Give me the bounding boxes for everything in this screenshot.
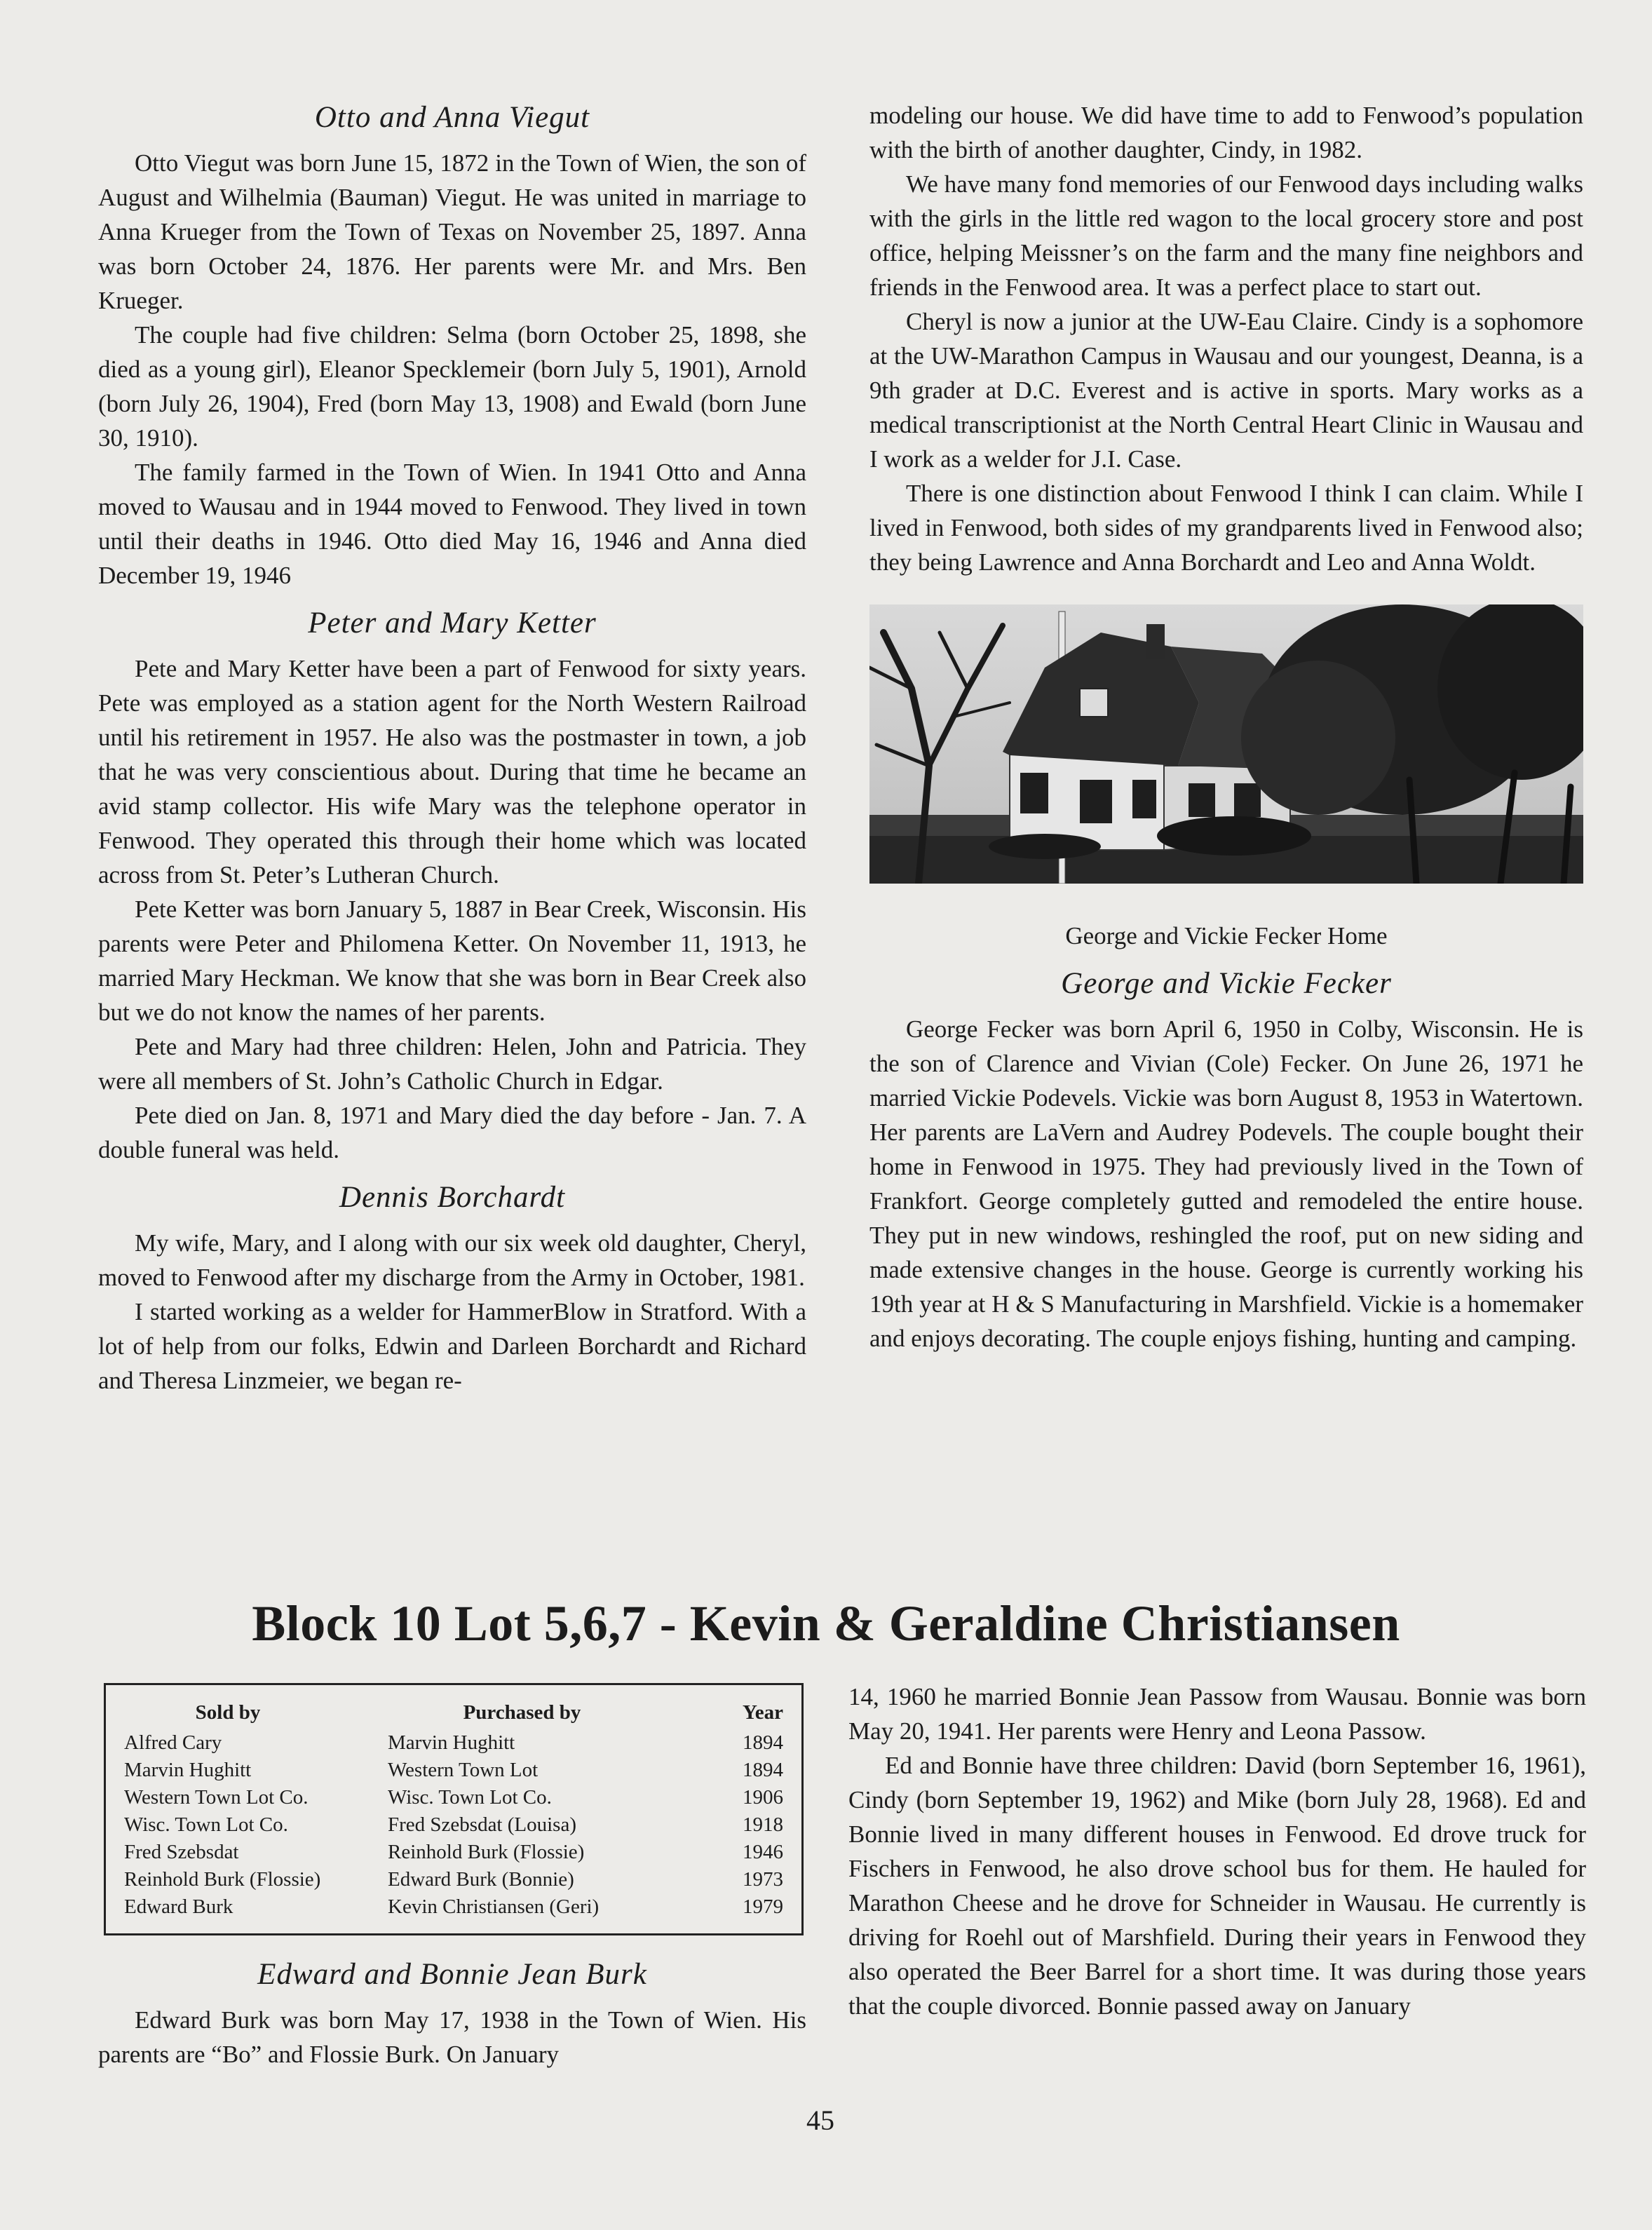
- paragraph: Otto Viegut was born June 15, 1872 in the Town of Wien, the son of August and Wilhelmia (Bauman) Viegut. He was united in marriage to Anna Krueger from the Town of Texas on November 25, 1897. Anna was born October 24, 1876. Her parents were Mr. and Mrs. Ben Krueger.: [98, 149, 806, 314]
- year-cell: 1906: [743, 1786, 783, 1809]
- block-heading: Block 10 Lot 5,6,7 - Kevin & Geraldine Christiansen: [252, 1595, 1400, 1651]
- purchased-by-cell: Reinhold Burk (Flossie): [388, 1841, 585, 1863]
- paragraph: Cheryl is now a junior at the UW-Eau Claire. Cindy is a sophomore at the UW-Marathon Campus in Wausau and our youngest, Deanna, is a 9th grader at D.C. Everest and is active in sports. Mary works as a medical transcriptionist at the North Central Heart Clinic in Wausau and I work as a welder for J.I. Case.: [869, 308, 1583, 473]
- table-row: [124, 1839, 783, 1866]
- table-row: [124, 1784, 783, 1811]
- section-title-george-vickie-fecker: George and Vickie Fecker: [1061, 967, 1392, 1000]
- paragraph: Edward Burk was born May 17, 1938 in the Town of Wien. His parents are “Bo” and Flossie Burk. On January: [98, 2006, 806, 2068]
- table-row: [124, 1757, 783, 1784]
- year-cell: 1918: [743, 1813, 783, 1836]
- table-row: [124, 1893, 783, 1921]
- ownership-table: [104, 1683, 804, 1935]
- paragraph: Ed and Bonnie have three children: David (born September 16, 1961), Cindy (born September 19, 1962) and Mike (born July 28, 1968). Ed and Bonnie lived in many different houses in Fenwood. Ed drove truck for Fischers in Fenwood, he also drove school bus for them. He hauled for Marathon Cheese and he drove for Schneider in Wausau. He currently is driving for Roehl out of Marshfield. During their years in Fenwood they also operated the Beer Barrel for a short time. It was during those years that the couple divorced. Bonnie passed away on January: [848, 1752, 1586, 2020]
- year-cell: 1946: [743, 1841, 783, 1863]
- paragraph: There is one distinction about Fenwood I think I can claim. While I lived in Fenwood, both sides of my grandparents lived in Fenwood also; they being Lawrence and Anna Borchardt and Leo and Anna Woldt.: [869, 480, 1583, 576]
- purchased-by-cell: Edward Burk (Bonnie): [388, 1868, 574, 1891]
- section-title-otto-anna-viegut: Otto and Anna Viegut: [314, 101, 590, 134]
- paragraph: Pete died on Jan. 8, 1971 and Mary died the day before - Jan. 7. A double funeral was held.: [98, 1102, 806, 1163]
- purchased-by-cell: Wisc. Town Lot Co.: [388, 1786, 552, 1809]
- paragraph: My wife, Mary, and I along with our six week old daughter, Cheryl, moved to Fenwood after my discharge from the Army in October, 1981.: [98, 1229, 806, 1291]
- table-row: [124, 1729, 783, 1757]
- bottom-right-column: [848, 1680, 1586, 2023]
- page-number: 45: [806, 2104, 834, 2136]
- paragraph: I started working as a welder for HammerBlow in Stratford. With a lot of help from our folks, Edwin and Darleen Borchardt and Richard and Theresa Linzmeier, we began re-: [98, 1298, 806, 1394]
- section-title-edward-bonnie-burk: Edward and Bonnie Jean Burk: [257, 1958, 647, 1991]
- year-cell: 1979: [743, 1895, 783, 1918]
- paragraph: 14, 1960 he married Bonnie Jean Passow from Wausau. Bonnie was born May 20, 1941. Her parents were Henry and Leona Passow.: [848, 1683, 1586, 1745]
- photo-caption: George and Vickie Fecker Home: [1065, 922, 1388, 950]
- paragraph: We have many fond memories of our Fenwood days including walks with the girls in the little red wagon to the local grocery store and post office, helping Meissner’s on the farm and the many fine neighbors and friends in the Fenwood area. It was a perfect place to start out.: [869, 170, 1583, 301]
- sold-by-cell: Reinhold Burk (Flossie): [124, 1868, 321, 1891]
- section-title-dennis-borchardt: Dennis Borchardt: [339, 1181, 566, 1214]
- bottom-left-column: [98, 1683, 806, 2072]
- purchased-by-cell: Marvin Hughitt: [388, 1731, 515, 1754]
- purchased-by-cell: Kevin Christiansen (Geri): [388, 1895, 600, 1918]
- column-header-purchased-by: Purchased by: [463, 1701, 581, 1724]
- year-cell: 1973: [743, 1868, 783, 1891]
- sold-by-cell: Fred Szebsdat: [124, 1841, 239, 1863]
- paragraph: The family farmed in the Town of Wien. In 1941 Otto and Anna moved to Wausau and in 1944 moved to Fenwood. They lived in town until their deaths in 1946. Otto died May 16, 1946 and Anna died December 19, 1946: [98, 459, 806, 589]
- sold-by-cell: Marvin Hughitt: [124, 1759, 252, 1781]
- paragraph: The couple had five children: Selma (born October 25, 1898, she died as a young girl), Eleanor Specklemeir (born July 5, 1901), Arnold (born July 26, 1904), Fred (born May 13, 1908) and Ewald (born June 30, 1910).: [98, 321, 806, 452]
- column-header-year: Year: [743, 1701, 783, 1724]
- paragraph: Pete and Mary had three children: Helen, John and Patricia. They were all members of St. John’s Catholic Church in Edgar.: [98, 1033, 806, 1095]
- paragraph: Pete and Mary Ketter have been a part of Fenwood for sixty years. Pete was employed as a station agent for the North Western Railroad until his retirement in 1957. He also was the postmaster in town, a job that he was very conscientious about. During that time he became an avid stamp collector. His wife Mary was the telephone operator in Fenwood. They operated this through their home which was located across from St. Peter’s Lutheran Church.: [98, 655, 806, 888]
- table-header-row: [124, 1699, 783, 1729]
- sold-by-cell: Wisc. Town Lot Co.: [124, 1813, 288, 1836]
- sold-by-cell: Alfred Cary: [124, 1731, 222, 1754]
- purchased-by-cell: Fred Szebsdat (Louisa): [388, 1813, 576, 1836]
- house-photo: [869, 604, 1583, 884]
- paragraph: George Fecker was born April 6, 1950 in Colby, Wisconsin. He is the son of Clarence and Vivian (Cole) Fecker. On June 26, 1971 he married Vickie Podevels. Vickie was born August 8, 1953 in Watertown. Her parents are LaVern and Audrey Podevels. The couple bought their home in Fenwood in 1975. They had previously lived in the Town of Frankfort. George completely gutted and remodeled the entire house. They put in new windows, reshingled the roof, put on new siding and made extensive changes in the house. George is currently working his 19th year at H & S Manufacturing in Marshfield. Vickie is a homemaker and enjoys decorating. The couple enjoys fishing, hunting and camping.: [869, 1015, 1583, 1352]
- right-column: [869, 98, 1583, 1356]
- left-column: [98, 98, 806, 1398]
- paragraph: Pete Ketter was born January 5, 1887 in Bear Creek, Wisconsin. His parents were Peter and Philomena Ketter. On November 11, 1913, he married Mary Heckman. We know that she was born in Bear Creek also but we do not know the names of her parents.: [98, 896, 806, 1026]
- purchased-by-cell: Western Town Lot: [388, 1759, 539, 1781]
- paragraph: modeling our house. We did have time to add to Fenwood’s population with the birth of another daughter, Cindy, in 1982.: [869, 102, 1583, 163]
- column-header-sold-by: Sold by: [195, 1701, 261, 1724]
- sold-by-cell: Western Town Lot Co.: [124, 1786, 309, 1809]
- table-row: [124, 1811, 783, 1839]
- year-cell: 1894: [743, 1759, 783, 1781]
- sold-by-cell: Edward Burk: [124, 1895, 233, 1918]
- section-title-peter-mary-ketter: Peter and Mary Ketter: [308, 607, 597, 640]
- table-row: [124, 1866, 783, 1893]
- year-cell: 1894: [743, 1731, 783, 1754]
